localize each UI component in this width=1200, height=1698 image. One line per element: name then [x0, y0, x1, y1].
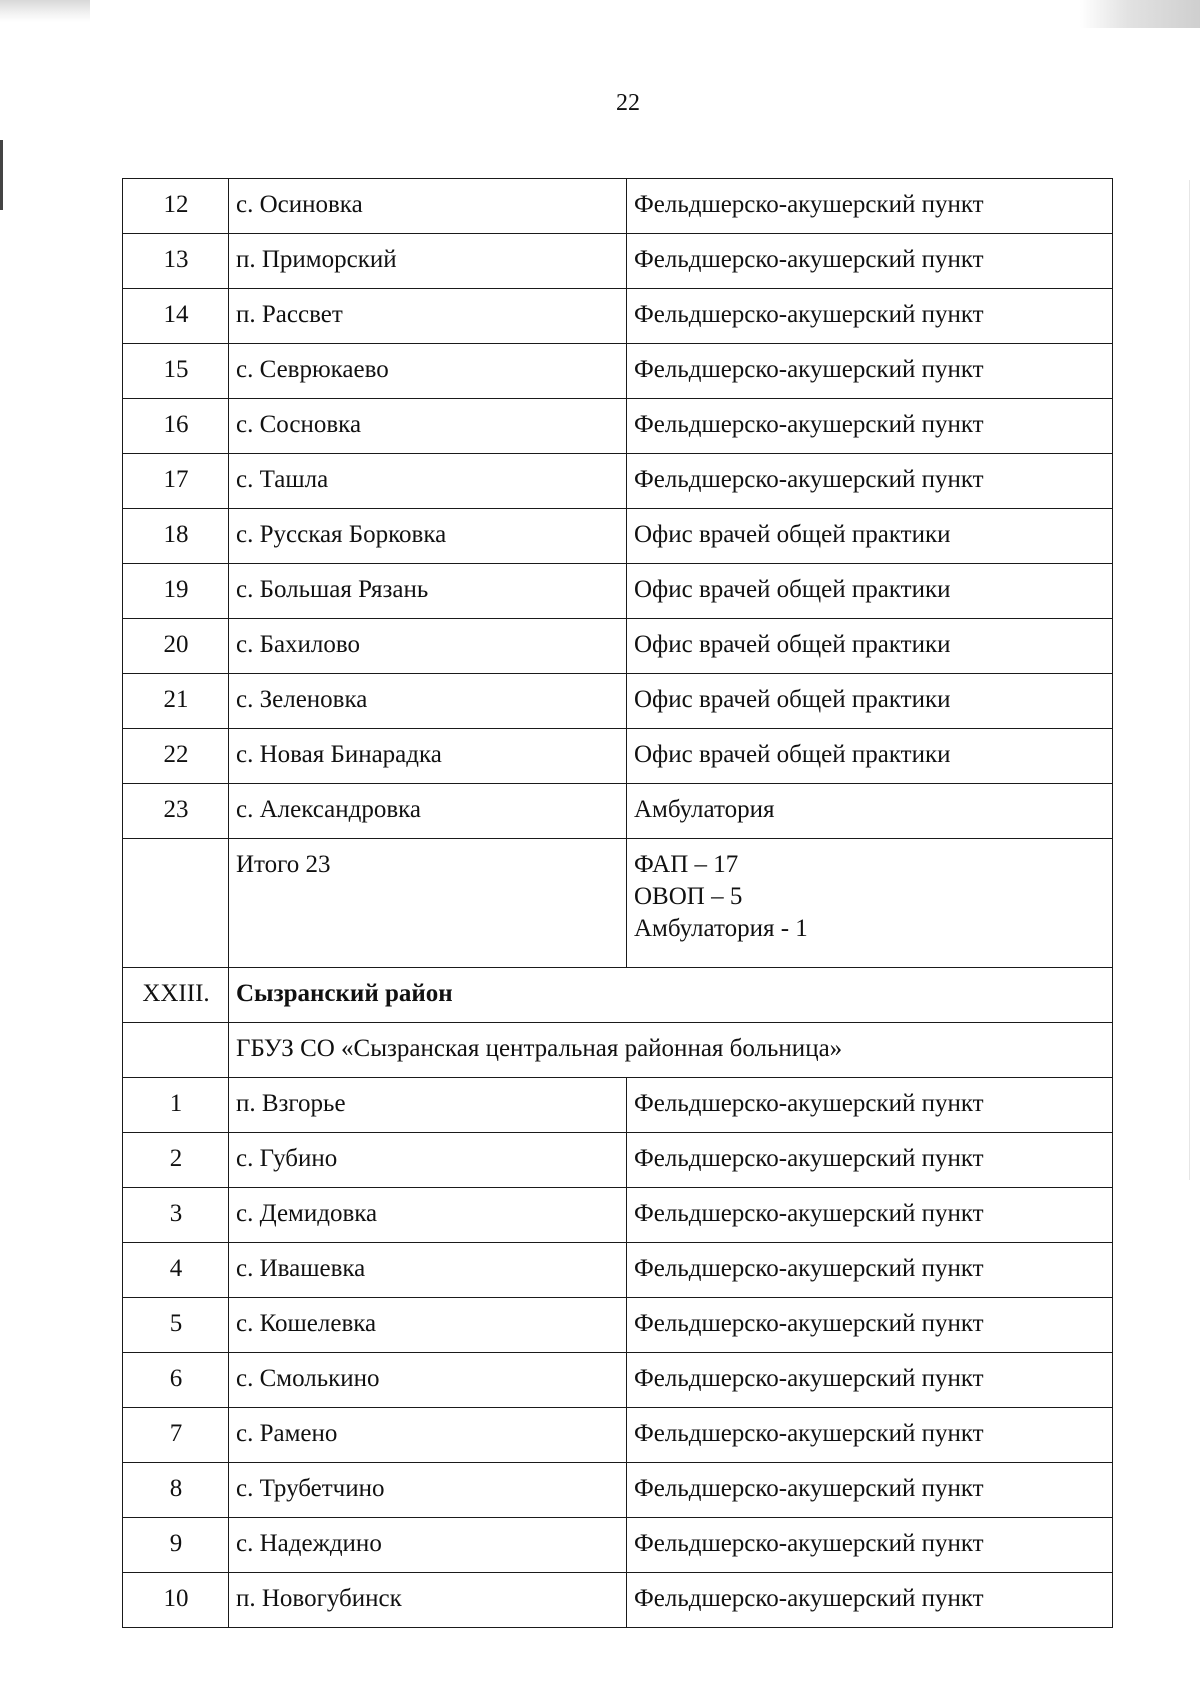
settlement-cell: с. Севрюкаево [229, 344, 627, 399]
table-row [123, 1133, 1113, 1188]
table-row [123, 1408, 1113, 1463]
table-row [123, 674, 1113, 729]
table-row [123, 1298, 1113, 1353]
page-number: 22 [616, 90, 640, 116]
settlement-cell: п. Взгорье [229, 1078, 627, 1133]
table-row [123, 729, 1113, 784]
row-number: 7 [123, 1408, 229, 1463]
settlement-cell: с. Рамено [229, 1408, 627, 1463]
settlement-cell: п. Рассвет [229, 289, 627, 344]
table-row [123, 564, 1113, 619]
table-row [123, 399, 1113, 454]
institution-row [123, 1023, 1113, 1078]
facility-type-cell: Офис врачей общей практики [627, 564, 1113, 619]
table-row [123, 509, 1113, 564]
facility-type-cell: Фельдшерско-акушерский пункт [627, 1133, 1113, 1188]
facility-type-cell: Фельдшерско-акушерский пункт [627, 1353, 1113, 1408]
settlement-cell: с. Русская Борковка [229, 509, 627, 564]
settlement-cell: с. Смолькино [229, 1353, 627, 1408]
row-number: 16 [123, 399, 229, 454]
settlement-cell: с. Осиновка [229, 179, 627, 234]
row-number: 5 [123, 1298, 229, 1353]
facility-type-cell: Офис врачей общей практики [627, 674, 1113, 729]
facility-type-cell: Фельдшерско-акушерский пункт [627, 1573, 1113, 1628]
table-row [123, 234, 1113, 289]
section-header-row [123, 968, 1113, 1023]
table-row [123, 454, 1113, 509]
facility-type-cell: Фельдшерско-акушерский пункт [627, 399, 1113, 454]
facility-type-cell: Фельдшерско-акушерский пункт [627, 454, 1113, 509]
empty-cell [123, 839, 229, 968]
table-row [123, 1518, 1113, 1573]
row-number: 15 [123, 344, 229, 399]
settlement-cell: с. Большая Рязань [229, 564, 627, 619]
facility-type-cell: Офис врачей общей практики [627, 729, 1113, 784]
facility-type-cell: Фельдшерско-акушерский пункт [627, 1408, 1113, 1463]
empty-cell [123, 1023, 229, 1078]
row-number: 22 [123, 729, 229, 784]
table-body [123, 179, 1113, 1628]
settlement-cell: с. Зеленовка [229, 674, 627, 729]
row-number: 2 [123, 1133, 229, 1188]
row-number: 12 [123, 179, 229, 234]
row-number: 14 [123, 289, 229, 344]
row-number: 9 [123, 1518, 229, 1573]
facility-type-cell: Офис врачей общей практики [627, 509, 1113, 564]
facility-type-cell: Офис врачей общей практики [627, 619, 1113, 674]
section-number: XXIII. [123, 968, 229, 1023]
table-row [123, 1353, 1113, 1408]
row-number: 21 [123, 674, 229, 729]
medical-facilities-table [122, 178, 1113, 1628]
facility-type-cell: Фельдшерско-акушерский пункт [627, 1518, 1113, 1573]
total-line: Амбулатория - 1 [634, 915, 808, 942]
row-number: 23 [123, 784, 229, 839]
table-row [123, 179, 1113, 234]
total-row [123, 839, 1113, 968]
total-line: ОВОП – 5 [634, 883, 743, 910]
table-row [123, 1463, 1113, 1518]
facility-type-cell: Фельдшерско-акушерский пункт [627, 179, 1113, 234]
row-number: 19 [123, 564, 229, 619]
facility-type-cell: Фельдшерско-акушерский пункт [627, 289, 1113, 344]
settlement-cell: с. Надеждино [229, 1518, 627, 1573]
row-number: 8 [123, 1463, 229, 1518]
table-row [123, 1078, 1113, 1133]
table-row [123, 344, 1113, 399]
table-row [123, 289, 1113, 344]
facility-type-cell: Фельдшерско-акушерский пункт [627, 1243, 1113, 1298]
scan-artifact [1080, 0, 1200, 28]
settlement-cell: п. Приморский [229, 234, 627, 289]
row-number: 4 [123, 1243, 229, 1298]
total-breakdown [627, 839, 1113, 968]
scan-edge-mark [1189, 180, 1190, 1180]
row-number: 17 [123, 454, 229, 509]
settlement-cell: с. Сосновка [229, 399, 627, 454]
facility-type-cell: Фельдшерско-акушерский пункт [627, 1463, 1113, 1518]
table-row [123, 784, 1113, 839]
row-number: 10 [123, 1573, 229, 1628]
scan-edge-mark [0, 140, 3, 210]
facility-type-cell: Фельдшерско-акушерский пункт [627, 234, 1113, 289]
settlement-cell: с. Новая Бинарадка [229, 729, 627, 784]
row-number: 3 [123, 1188, 229, 1243]
institution-name: ГБУЗ СО «Сызранская центральная районная больница» [229, 1023, 1113, 1078]
facility-type-cell: Фельдшерско-акушерский пункт [627, 344, 1113, 399]
row-number: 1 [123, 1078, 229, 1133]
facility-type-cell: Фельдшерско-акушерский пункт [627, 1188, 1113, 1243]
facility-type-cell: Фельдшерско-акушерский пункт [627, 1298, 1113, 1353]
table-row [123, 1243, 1113, 1298]
settlement-cell: с. Губино [229, 1133, 627, 1188]
facility-type-cell: Фельдшерско-акушерский пункт [627, 1078, 1113, 1133]
section-title: Сызранский район [229, 968, 1113, 1023]
scan-artifact [0, 0, 90, 22]
settlement-cell: с. Демидовка [229, 1188, 627, 1243]
row-number: 13 [123, 234, 229, 289]
table-row [123, 1188, 1113, 1243]
total-label: Итого 23 [229, 839, 627, 968]
table-row [123, 1573, 1113, 1628]
settlement-cell: с. Кошелевка [229, 1298, 627, 1353]
table-row [123, 619, 1113, 674]
settlement-cell: с. Ташла [229, 454, 627, 509]
row-number: 18 [123, 509, 229, 564]
settlement-cell: с. Бахилово [229, 619, 627, 674]
total-line: ФАП – 17 [634, 851, 739, 878]
row-number: 20 [123, 619, 229, 674]
settlement-cell: с. Александровка [229, 784, 627, 839]
facility-type-cell: Амбулатория [627, 784, 1113, 839]
settlement-cell: с. Трубетчино [229, 1463, 627, 1518]
row-number: 6 [123, 1353, 229, 1408]
settlement-cell: с. Ивашевка [229, 1243, 627, 1298]
settlement-cell: п. Новогубинск [229, 1573, 627, 1628]
